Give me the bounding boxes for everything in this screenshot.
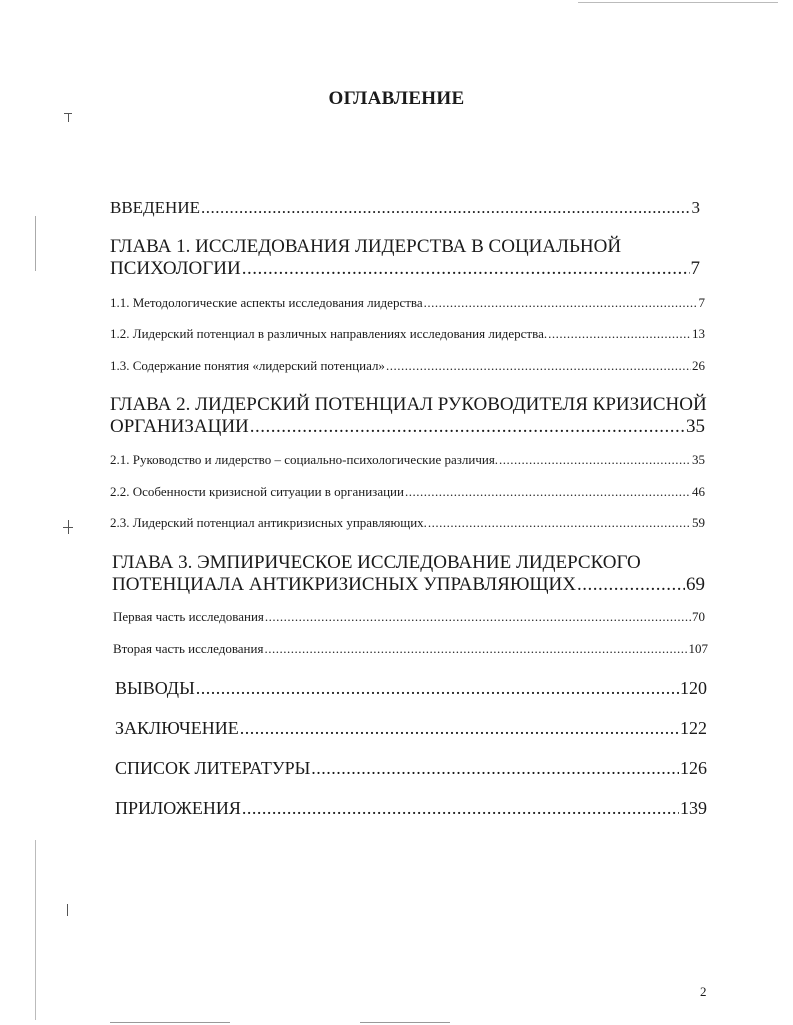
toc-chapter-title-line2-text: ПОТЕНЦИАЛА АНТИКРИЗИСНЫХ УПРАВЛЯЮЩИХ	[112, 574, 576, 595]
scan-artifact-left-tick	[68, 114, 69, 122]
toc-entry-appendices	[115, 798, 707, 819]
toc-entry-introduction	[110, 198, 700, 218]
toc-leader-dots	[242, 258, 690, 280]
toc-entry-text: Первая часть исследования	[113, 609, 264, 624]
toc-leader-dots	[548, 326, 691, 342]
toc-leader-dots	[201, 198, 691, 218]
toc-chapter-3	[112, 552, 705, 596]
toc-title: ОГЛАВЛЕНИЕ	[328, 88, 465, 109]
scan-artifact-left-line	[35, 216, 36, 271]
toc-entry-page: 35	[686, 416, 705, 437]
toc-chapter-title-line2	[112, 574, 705, 596]
toc-chapter-title-line1: ГЛАВА 3. ЭМПИРИЧЕСКОЕ ИССЛЕДОВАНИЕ ЛИДЕРСКОГО	[112, 552, 641, 573]
toc-chapter-title-line2	[110, 416, 705, 438]
scan-artifact-left-line	[35, 840, 36, 1020]
toc-leader-dots	[265, 609, 691, 625]
toc-entry-text: 2.1. Руководство и лидерство – социально-психологические различия.	[110, 452, 499, 467]
toc-chapter-2	[110, 394, 705, 438]
toc-entry-section-1-1	[110, 295, 705, 311]
toc-entry-page: 139	[680, 798, 707, 818]
toc-chapter-title-line1: ГЛАВА 2. ЛИДЕРСКИЙ ПОТЕНЦИАЛ РУКОВОДИТЕЛЯ КРИЗИСНОЙ	[110, 394, 707, 415]
toc-entry-text: ВВЕДЕНИЕ	[110, 198, 200, 217]
toc-entry-text: 1.3. Содержание понятия «лидерский потенциал»	[110, 358, 385, 373]
toc-entry-text: Вторая часть исследования	[113, 641, 264, 656]
toc-entry-text: ПРИЛОЖЕНИЯ	[115, 798, 241, 818]
toc-leader-dots	[499, 452, 691, 468]
toc-entry-page: 13	[692, 326, 705, 341]
toc-leader-dots	[240, 718, 679, 739]
toc-entry-section-1-2	[110, 326, 705, 342]
toc-entry-section-2-3	[110, 515, 705, 531]
toc-entry-page: 120	[680, 678, 707, 698]
toc-leader-dots	[311, 758, 679, 779]
toc-entry-page: 7	[690, 258, 700, 279]
toc-entry-page: 26	[692, 358, 705, 373]
toc-entry-text: 1.2. Лидерский потенциал в различных направлениях исследования лидерства.	[110, 326, 548, 341]
toc-chapter-title-line1: ГЛАВА 1. ИССЛЕДОВАНИЯ ЛИДЕРСТВА В СОЦИАЛЬНОЙ	[110, 236, 622, 257]
toc-entry-page: 35	[692, 452, 705, 467]
toc-leader-dots	[386, 358, 691, 374]
toc-leader-dots	[428, 515, 691, 531]
toc-entry-text: 2.3. Лидерский потенциал антикризисных управляющих.	[110, 515, 427, 530]
toc-entry-page: 126	[680, 758, 707, 778]
toc-entry-page: 107	[688, 641, 708, 656]
scan-artifact-left-tick	[64, 113, 72, 114]
toc-leader-dots	[196, 678, 679, 699]
toc-leader-dots	[405, 484, 691, 500]
toc-leader-dots	[250, 416, 685, 438]
toc-entry-section-2-2	[110, 484, 705, 500]
toc-entry-text: 1.1. Методологические аспекты исследования лидерства	[110, 295, 423, 310]
toc-chapter-title-line2-text: ПСИХОЛОГИИ	[110, 258, 241, 279]
scan-artifact-bottom	[110, 1022, 230, 1023]
toc-entry-text: 2.2. Особенности кризисной ситуации в организации	[110, 484, 404, 499]
toc-leader-dots	[577, 574, 685, 596]
toc-entry-page: 122	[680, 718, 707, 738]
scan-artifact-bottom	[360, 1022, 450, 1023]
toc-entry-text: ВЫВОДЫ	[115, 678, 195, 698]
toc-entry-page: 59	[692, 515, 705, 530]
toc-entry-page: 70	[692, 609, 705, 624]
toc-chapter-title-line2-text: ОРГАНИЗАЦИИ	[110, 416, 249, 437]
toc-chapter-title-line2	[110, 258, 700, 280]
toc-entry-text: ЗАКЛЮЧЕНИЕ	[115, 718, 239, 738]
toc-entry-page: 7	[698, 295, 705, 310]
toc-entry-page: 3	[691, 198, 700, 217]
toc-leader-dots	[242, 798, 679, 819]
toc-entry-part-2	[113, 641, 708, 657]
page-number: 2	[700, 984, 707, 999]
toc-entry-page: 69	[686, 574, 705, 595]
toc-entry-conclusions	[115, 678, 707, 699]
toc-entry-section-2-1	[110, 452, 705, 468]
scan-artifact-left-tick	[67, 904, 68, 916]
scan-artifact-left-tick	[63, 527, 73, 528]
scan-artifact-top	[578, 2, 778, 3]
toc-entry-text: СПИСОК ЛИТЕРАТУРЫ	[115, 758, 311, 778]
toc-entry-page: 46	[692, 484, 705, 499]
toc-leader-dots	[264, 641, 687, 657]
toc-leader-dots	[424, 295, 698, 311]
toc-entry-conclusion	[115, 718, 707, 739]
toc-entry-part-1	[113, 609, 705, 625]
toc-entry-section-1-3	[110, 358, 705, 374]
toc-entry-references	[115, 758, 707, 779]
toc-chapter-1	[110, 236, 700, 280]
